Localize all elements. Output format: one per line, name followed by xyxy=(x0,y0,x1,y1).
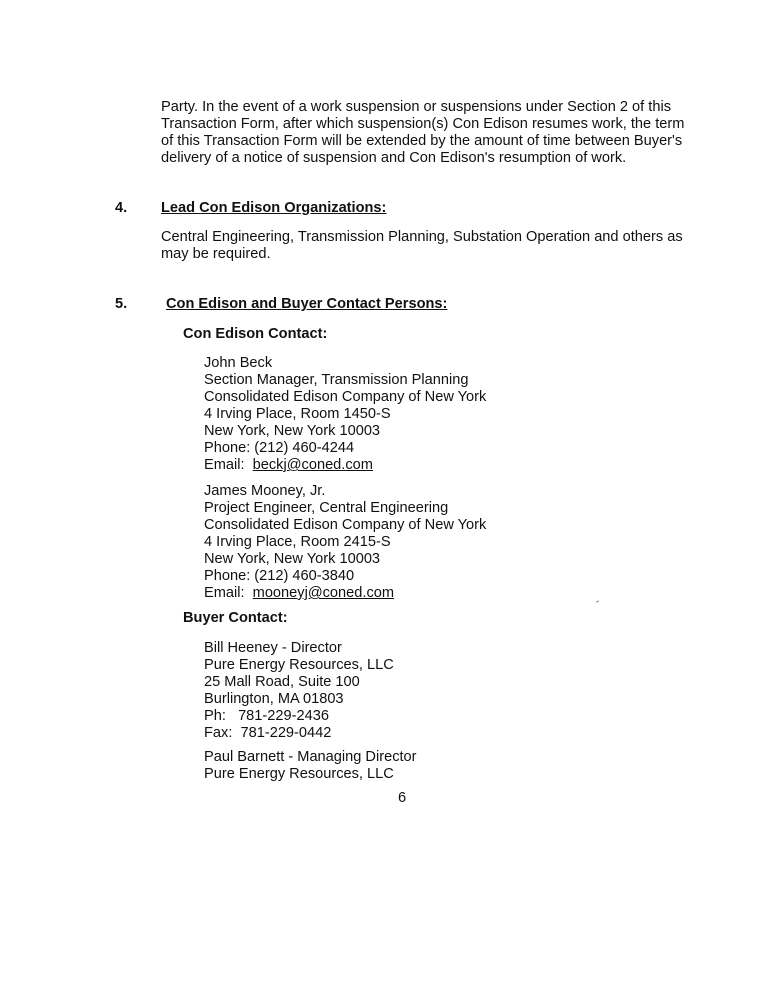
contact-james-mooney xyxy=(204,483,486,602)
section-5-number: 5. xyxy=(115,296,128,312)
contact-email-line xyxy=(204,457,486,474)
contact-line: 4 Irving Place, Room 2415-S xyxy=(204,534,391,550)
scan-speck xyxy=(596,600,599,602)
section-4-colon: : xyxy=(381,200,387,216)
section-4-title-text: Lead Con Edison Organizations xyxy=(161,200,382,216)
email-link-mooneyj[interactable]: mooneyj@coned.com xyxy=(252,585,395,601)
contact-line: New York, New York 10003 xyxy=(204,551,381,567)
contact-line: Burlington, MA 01803 xyxy=(204,691,344,707)
section-4-title xyxy=(161,200,386,217)
section-5-title xyxy=(166,296,447,313)
section-4-body-line: Central Engineering, Transmission Planning, Substation Operation and others as xyxy=(161,229,683,245)
contact-line: 4 Irving Place, Room 1450-S xyxy=(204,406,391,422)
contact-line: New York, New York 10003 xyxy=(204,423,381,439)
section-4-number: 4. xyxy=(115,200,128,216)
buyer-contact-heading: Buyer Contact: xyxy=(183,610,288,626)
buyer-bill-heeney xyxy=(204,640,394,742)
contact-line: Bill Heeney - Director xyxy=(204,640,342,656)
contact-line: John Beck xyxy=(204,355,273,371)
contact-line: Phone: (212) 460-3840 xyxy=(204,568,355,584)
contact-line: Consolidated Edison Company of New York xyxy=(204,389,487,405)
buyer-paul-barnett xyxy=(204,749,417,783)
contact-line: Section Manager, Transmission Planning xyxy=(204,372,469,388)
contact-line: Ph: 781-229-2436 xyxy=(204,708,329,724)
contact-line: Consolidated Edison Company of New York xyxy=(204,517,487,533)
contact-line: Pure Energy Resources, LLC xyxy=(204,657,394,673)
contact-line: Project Engineer, Central Engineering xyxy=(204,500,449,516)
intro-paragraph xyxy=(161,99,685,167)
intro-line: of this Transaction Form will be extended by the amount of time between Buyer's xyxy=(161,133,683,149)
con-edison-contact-heading: Con Edison Contact: xyxy=(183,326,328,342)
email-link-beckj[interactable]: beckj@coned.com xyxy=(252,457,373,473)
contact-line: Phone: (212) 460-4244 xyxy=(204,440,355,456)
contact-line: Paul Barnett - Managing Director xyxy=(204,749,417,765)
intro-line: delivery of a notice of suspension and Con Edison's resumption of work. xyxy=(161,150,627,166)
contact-line: Pure Energy Resources, LLC xyxy=(204,766,394,782)
intro-line: Transaction Form, after which suspension(s) Con Edison resumes work, the term xyxy=(161,116,685,132)
contact-line: 25 Mall Road, Suite 100 xyxy=(204,674,360,690)
intro-line: Party. In the event of a work suspension or suspensions under Section 2 of this xyxy=(161,99,671,115)
section-4-body-line: may be required. xyxy=(161,246,271,262)
contact-john-beck xyxy=(204,355,486,474)
email-label: Email: xyxy=(204,585,245,601)
section-5-title-text: Con Edison and Buyer Contact Persons xyxy=(166,296,443,312)
contact-line: James Mooney, Jr. xyxy=(204,483,326,499)
contact-email-line xyxy=(204,585,486,602)
contact-line: Fax: 781-229-0442 xyxy=(204,725,332,741)
section-5-colon: : xyxy=(442,296,448,312)
section-4-body xyxy=(161,229,683,263)
email-label: Email: xyxy=(204,457,245,473)
page-number: 6 xyxy=(398,790,407,806)
